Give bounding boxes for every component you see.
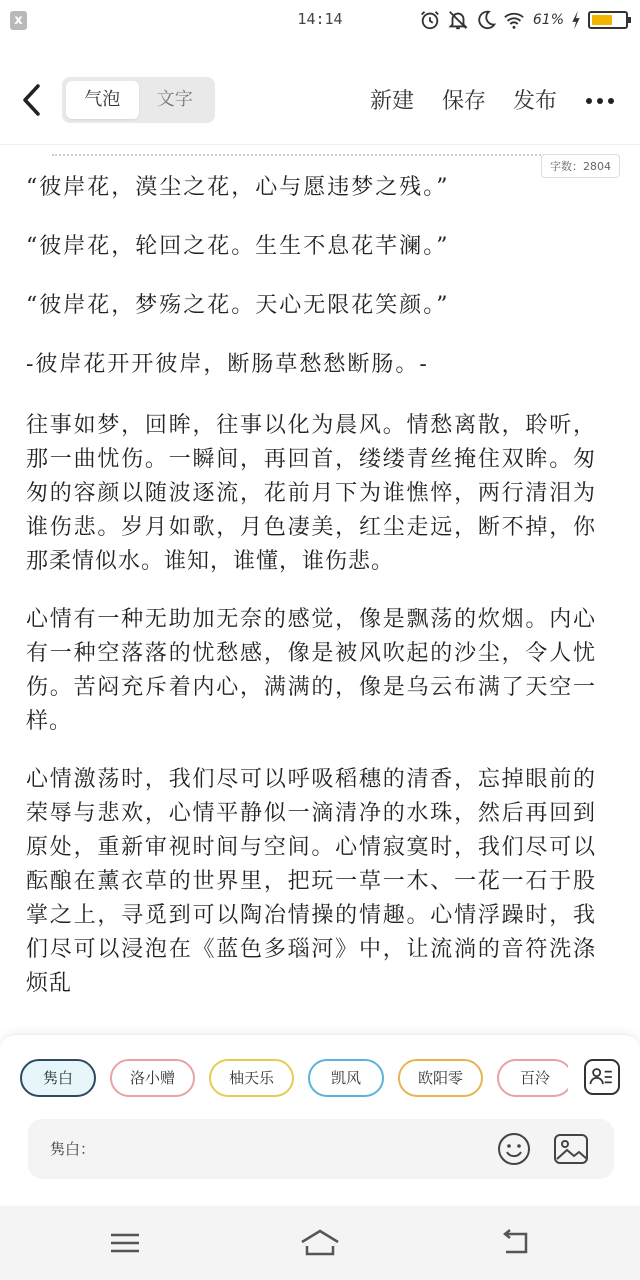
mode-switch	[62, 77, 215, 123]
more-options-icon[interactable]	[586, 98, 614, 104]
quote-line: “彼岸花，轮回之花。生生不息花芊澜。”	[26, 234, 450, 259]
save-button[interactable]: 保存	[442, 89, 487, 114]
status-icons	[419, 9, 628, 31]
role-input-panel	[0, 1034, 640, 1206]
quote-line: “彼岸花，梦殇之花。天心无限花笑颜。”	[26, 293, 450, 318]
menu-icon[interactable]	[105, 1226, 145, 1260]
battery-icon	[588, 11, 628, 29]
role-chip-list[interactable]	[20, 1059, 568, 1099]
paragraph: 心情有一种无助加无奈的感觉，像是飘荡的炊烟。内心有一种空落落的忧愁感，像是被风吹起的沙尘，令人忧伤。苦闷充斥着内心，满满的，像是乌云布满了天空一样。	[26, 607, 596, 734]
role-chip[interactable]: 洛小赠	[110, 1059, 195, 1097]
system-nav-bar	[0, 1206, 640, 1280]
paragraph: 心情激荡时，我们尽可以呼吸稻穗的清香，忘掉眼前的荣辱与悲欢，心情平静似一滴清净的水珠，然后再回到原处，重新审视时间与空间。心情寂寞时，我们尽可以酝酿在薰衣草的世界里，把玩一草一木、一花一石于股掌之上，寻觅到可以陶冶情操的情趣。心情浮躁时，我们尽可以浸泡在《蓝色多瑙河》中，让流淌的音符洗涤烦乱	[26, 767, 596, 996]
bell-off-icon	[447, 9, 469, 31]
role-chip[interactable]: 百泠	[497, 1059, 568, 1097]
section-subtitle: -彼岸花开开彼岸，断肠草愁愁断肠。-	[26, 352, 429, 377]
status-bar	[0, 0, 640, 40]
message-input[interactable]	[28, 1119, 614, 1179]
role-chip[interactable]: 柚天乐	[209, 1059, 294, 1097]
tab-bubble[interactable]: 气泡	[66, 81, 139, 119]
charging-icon	[570, 9, 582, 31]
editor-header	[0, 40, 640, 145]
word-count-badge: 字数：2804	[541, 154, 620, 178]
clipped-previous-line	[52, 154, 612, 172]
article-text[interactable]	[26, 170, 596, 1025]
moon-icon	[475, 9, 497, 31]
back-arrow-icon[interactable]	[18, 82, 48, 118]
status-time: 14:14	[297, 10, 343, 28]
back-nav-icon[interactable]	[496, 1226, 536, 1260]
role-chip-selected[interactable]: 隽白	[20, 1059, 96, 1097]
emoji-icon[interactable]	[496, 1131, 532, 1167]
role-manager-icon[interactable]	[584, 1059, 620, 1095]
role-chip[interactable]: 凯风	[308, 1059, 384, 1097]
role-chip[interactable]: 欧阳零	[398, 1059, 483, 1097]
home-icon[interactable]	[298, 1226, 342, 1260]
paragraph: 往事如梦，回眸，往事以化为晨风。情愁离散，聆听，那一曲忧伤。一瞬间，再回首，缕缕青丝掩住双眸。匆匆的容颜以随波逐流，花前月下为谁憔悴，两行清泪为谁伤悲。岁月如歌，月色凄美，红尘走远，断不掉，你那柔情似水。谁知，谁懂，谁伤悲。	[26, 413, 596, 574]
alarm-icon	[419, 9, 441, 31]
wifi-icon	[503, 9, 525, 31]
battery-percent: 61%	[532, 12, 564, 28]
publish-button[interactable]: 发布	[513, 89, 558, 114]
tab-text[interactable]: 文字	[156, 89, 193, 110]
image-icon[interactable]	[552, 1131, 590, 1167]
quote-line: “彼岸花，漠尘之花，心与愿违梦之残。”	[26, 175, 450, 200]
speaker-label: 隽白：	[50, 1140, 96, 1158]
new-button[interactable]: 新建	[370, 89, 415, 114]
article-content[interactable]	[0, 146, 640, 1034]
battery-level	[592, 15, 612, 25]
close-notification-icon[interactable]: x	[10, 11, 27, 30]
